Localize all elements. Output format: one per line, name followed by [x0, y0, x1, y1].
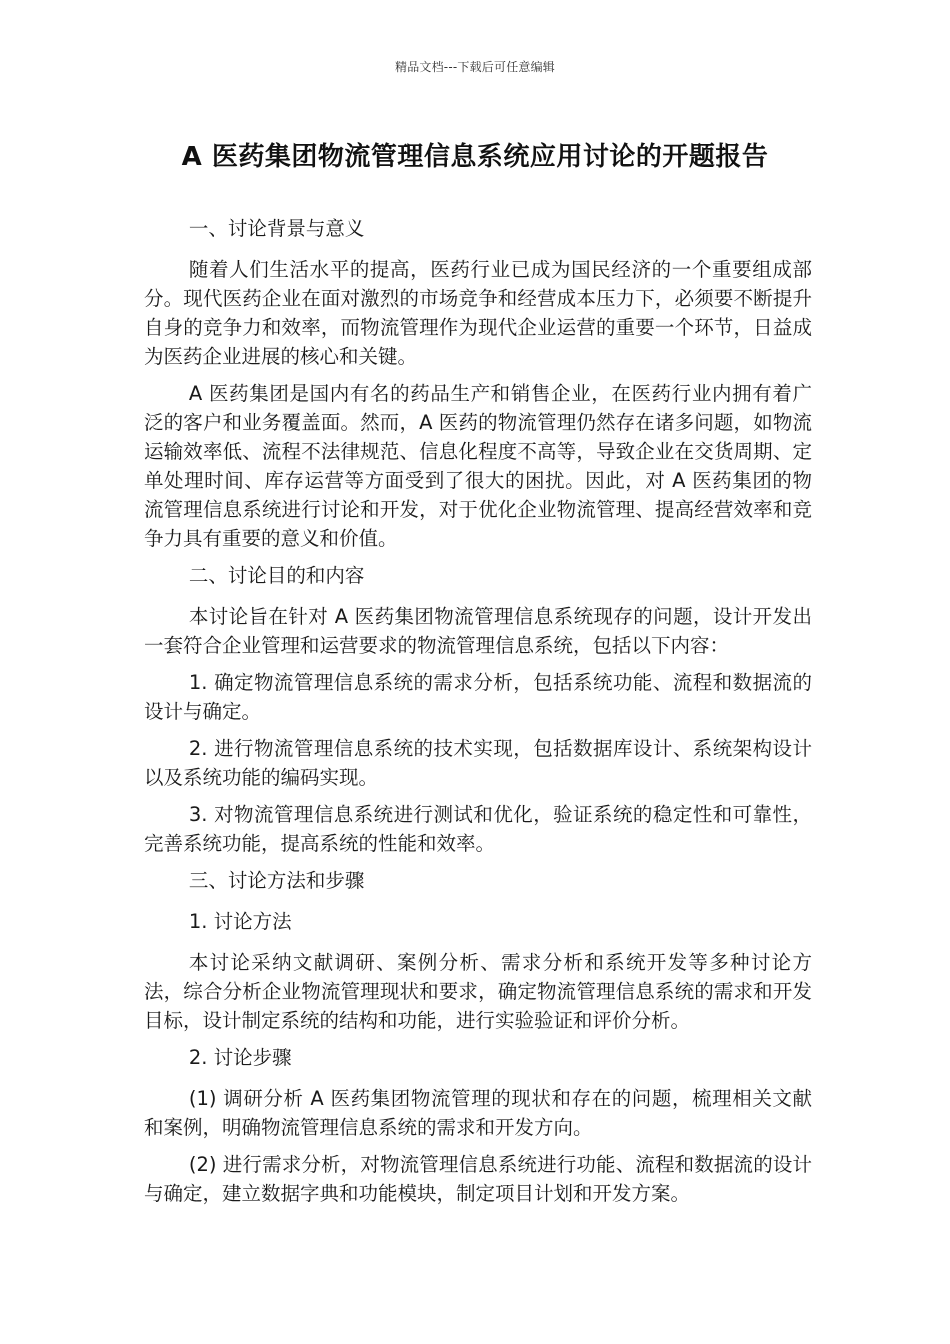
section-heading-3: 三、讨论方法和步骤	[188, 869, 365, 892]
subsection-heading-method: 1. 讨论方法	[188, 910, 292, 933]
list-item-2: 2. 进行物流管理信息系统的技术实现，包括数据库设计、系统架构设计以及系统功能的编码实现。	[144, 737, 812, 789]
list-item-1: 1. 确定物流管理信息系统的需求分析，包括系统功能、流程和数据流的设计与确定。	[144, 671, 812, 723]
page-header: 精品文档---下载后可任意编辑	[395, 60, 555, 74]
document-body	[144, 214, 812, 1216]
paragraph-background-1: 随着人们生活水平的提高，医药行业已成为国民经济的一个重要组成部分。现代医药企业在面对激烈的市场竞争和经营成本压力下，必须要不断提升自身的竞争力和效率，而物流管理作为现代企业运营的重要一个环节，日益成为医药企业进展的核心和关键。	[144, 258, 812, 368]
paragraph-method: 本讨论采纳文献调研、案例分析、需求分析和系统开发等多种讨论方法，综合分析企业物流管理现状和要求，确定物流管理信息系统的需求和开发目标，设计制定系统的结构和功能，进行实验验证和评价分析。	[144, 951, 812, 1032]
paragraph-background-2: A 医药集团是国内有名的药品生产和销售企业，在医药行业内拥有着广泛的客户和业务覆盖面。然而，A 医药的物流管理仍然存在诸多问题，如物流运输效率低、流程不法律规范、信息化程度不高等，导致企业在交货周期、定单处理时间、库存运营等方面受到了很大的困扰。因此，对 A 医药集团的物流管理信息系统进行讨论和开发，对于优化企业物流管理、提高经营效率和竞争力具有重要的意义和价值。	[144, 382, 812, 550]
document-title: A 医药集团物流管理信息系统应用讨论的开题报告	[181, 142, 769, 172]
section-heading-1: 一、讨论背景与意义	[188, 217, 365, 240]
section-heading-2: 二、讨论目的和内容	[188, 564, 365, 587]
paragraph-purpose: 本讨论旨在针对 A 医药集团物流管理信息系统现存的问题，设计开发出一套符合企业管理和运营要求的物流管理信息系统，包括以下内容：	[144, 605, 812, 657]
step-item-2: (2) 进行需求分析，对物流管理信息系统进行功能、流程和数据流的设计与确定，建立数据字典和功能模块，制定项目计划和开发方案。	[144, 1153, 812, 1205]
list-item-3: 3. 对物流管理信息系统进行测试和优化，验证系统的稳定性和可靠性，完善系统功能，提高系统的性能和效率。	[144, 803, 812, 855]
step-item-1: (1) 调研分析 A 医药集团物流管理的现状和存在的问题，梳理相关文献和案例，明确物流管理信息系统的需求和开发方向。	[144, 1087, 812, 1139]
subsection-heading-steps: 2. 讨论步骤	[188, 1046, 292, 1069]
